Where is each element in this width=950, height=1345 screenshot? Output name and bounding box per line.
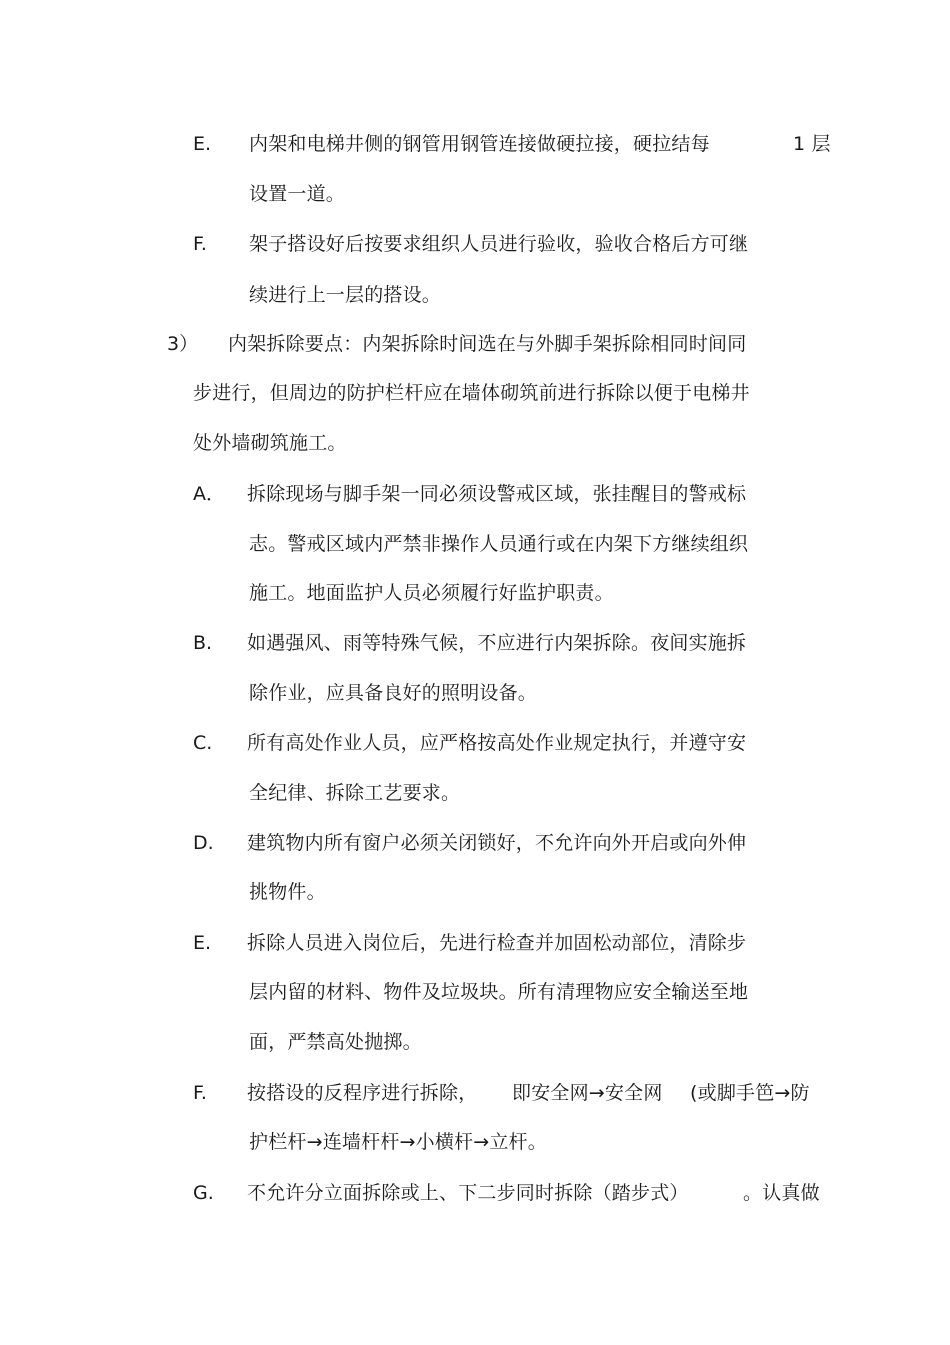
item-d-line-2: 挑物件。 xyxy=(249,881,326,903)
item-f2-line-1b: 即安全网→安全网 xyxy=(512,1082,663,1104)
item-label-a: A． xyxy=(193,483,225,505)
item-g-line-1a: 不允许分立面拆除或上、下二步同时拆除（踏步式） xyxy=(247,1182,689,1204)
item-b-line-1: 如遇强风、雨等特殊气候，不应进行内架拆除。夜间实施拆 xyxy=(247,632,747,654)
item-e-line-2: 设置一道。 xyxy=(249,183,346,205)
item-c-line-2: 全纪律、拆除工艺要求。 xyxy=(249,782,461,804)
item-label-g: G. xyxy=(193,1182,214,1204)
item-label-f-2: F. xyxy=(193,1082,207,1104)
item-a-line-1: 拆除现场与脚手架一同必须设警戒区域，张挂醒目的警戒标 xyxy=(247,483,747,505)
item-e2-line-1: 拆除人员进入岗位后，先进行检查并加固松动部位，清除步 xyxy=(247,932,747,954)
item-label-e: E. xyxy=(193,133,212,155)
section-label-3: 3） xyxy=(167,333,199,355)
section-3-line-3: 处外墙砌筑施工。 xyxy=(193,432,347,454)
item-c-line-1: 所有高处作业人员，应严格按高处作业规定执行，并遵守安 xyxy=(247,732,747,754)
item-e2-line-3: 面，严禁高处抛掷。 xyxy=(249,1031,422,1053)
item-a-line-3: 施工。地面监护人员必须履行好监护职责。 xyxy=(249,582,614,604)
item-g-line-1b: 。认真做 xyxy=(743,1182,820,1204)
item-a-line-2: 志。警戒区域内严禁非操作人员通行或在内架下方继续组织 xyxy=(249,533,749,555)
item-label-b: B. xyxy=(193,632,213,654)
item-f-line-1: 架子搭设好后按要求组织人员进行验收，验收合格后方可继 xyxy=(249,233,749,255)
item-f2-line-1c: (或脚手笆→防 xyxy=(690,1082,810,1104)
item-e-line-1-tail: 1 层 xyxy=(793,133,831,155)
item-e-line-1: 内架和电梯井侧的钢管用钢管连接做硬拉接，硬拉结每 xyxy=(249,133,710,155)
item-d-line-1: 建筑物内所有窗户必须关闭锁好，不允许向外开启或向外伸 xyxy=(247,832,747,854)
section-3-line-2: 步进行，但周边的防护栏杆应在墙体砌筑前进行拆除以便于电梯井 xyxy=(193,382,750,404)
item-e2-line-2: 层内留的材料、物件及垃圾块。所有清理物应安全输送至地 xyxy=(249,981,749,1003)
item-label-c: C. xyxy=(193,732,213,754)
item-label-d: D. xyxy=(193,832,214,854)
item-f2-line-2: 护栏杆→连墙杆杆→小横杆→立杆。 xyxy=(249,1131,547,1153)
item-f-line-2: 续进行上一层的搭设。 xyxy=(249,284,442,306)
item-b-line-2: 除作业，应具备良好的照明设备。 xyxy=(249,682,538,704)
item-f2-line-1a: 按搭设的反程序进行拆除， xyxy=(247,1082,478,1104)
item-label-f: F. xyxy=(193,233,207,255)
section-3-line-1: 内架拆除要点：内架拆除时间选在与外脚手架拆除相同时间同 xyxy=(228,333,747,355)
item-label-e-2: E. xyxy=(193,932,212,954)
